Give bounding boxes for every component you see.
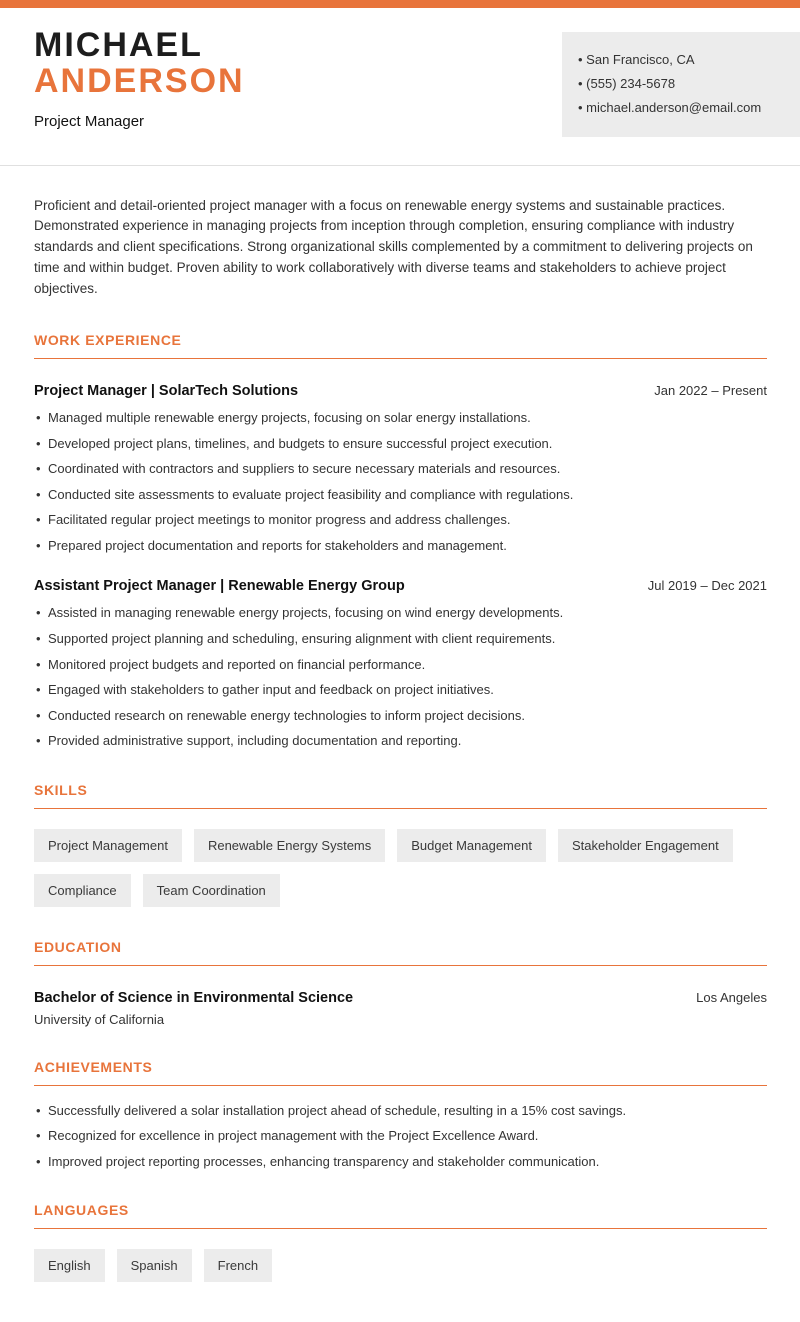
job-bullet: • Managed multiple renewable energy projects, focusing on solar energy installations. — [34, 409, 767, 427]
work-experience-heading: WORK EXPERIENCE — [34, 332, 767, 359]
job-bullet: • Facilitated regular project meetings to monitor progress and address challenges. — [34, 511, 767, 529]
job-bullet: • Developed project plans, timelines, and budgets to ensure successful project execution. — [34, 435, 767, 453]
section-education — [34, 939, 767, 1027]
job-bullet: • Supported project planning and scheduling, ensuring alignment with client requirements. — [34, 630, 767, 648]
education-school: University of California — [34, 1011, 165, 1027]
name-block — [34, 26, 245, 130]
education-degree: Bachelor of Science in Environmental Science — [34, 989, 354, 1006]
job-entry — [34, 578, 767, 749]
section-work-experience — [34, 332, 767, 750]
resume-content — [0, 196, 800, 1322]
job-header — [34, 578, 767, 594]
job-dates: Jul 2019 – Dec 2021 — [647, 578, 767, 594]
contact-location: • San Francisco, CA — [578, 51, 780, 70]
section-languages — [34, 1202, 767, 1282]
job-bullet: • Assisted in managing renewable energy projects, focusing on wind energy developments. — [34, 604, 767, 622]
language-tag: English — [34, 1249, 105, 1282]
job-bullet: • Conducted site assessments to evaluate project feasibility and compliance with regulations. — [34, 486, 767, 504]
last-name: ANDERSON — [34, 61, 245, 100]
job-bullet-list — [34, 409, 767, 554]
achievement-bullet: • Successfully delivered a solar installation project ahead of schedule, resulting in a 15% cost savings. — [34, 1102, 767, 1120]
accent-topbar — [0, 0, 800, 8]
language-tag: Spanish — [117, 1249, 192, 1282]
section-achievements — [34, 1059, 767, 1171]
achievement-bullet: • Improved project reporting processes, enhancing transparency and stakeholder communication. — [34, 1153, 767, 1171]
education-location: Los Angeles — [696, 989, 767, 1005]
skill-tag: Renewable Energy Systems — [194, 829, 385, 862]
job-dates: Jan 2022 – Present — [654, 383, 767, 399]
job-bullet: • Prepared project documentation and reports for stakeholders and management. — [34, 537, 767, 555]
skill-tag: Project Management — [34, 829, 182, 862]
role-title: Project Manager — [34, 113, 145, 131]
skill-tag: Stakeholder Engagement — [558, 829, 733, 862]
job-bullet: • Monitored project budgets and reported on financial performance. — [34, 656, 767, 674]
job-bullet: • Coordinated with contractors and suppliers to secure necessary materials and resources. — [34, 460, 767, 478]
job-bullet-list — [34, 604, 767, 749]
contact-email: • michael.anderson@email.com — [578, 99, 780, 118]
first-name: MICHAEL — [34, 26, 203, 64]
job-bullet: • Provided administrative support, including documentation and reporting. — [34, 732, 767, 750]
languages-heading: LANGUAGES — [34, 1202, 767, 1229]
skill-tag: Compliance — [34, 874, 131, 907]
resume-header — [0, 8, 800, 137]
languages-tag-list — [34, 1249, 767, 1282]
skills-tag-list — [34, 829, 767, 907]
achievements-heading: ACHIEVEMENTS — [34, 1059, 767, 1086]
skills-heading: SKILLS — [34, 782, 767, 809]
achievement-bullet: • Recognized for excellence in project management with the Project Excellence Award. — [34, 1127, 767, 1145]
contact-box — [562, 32, 800, 137]
education-entry-header — [34, 990, 767, 1006]
skill-tag: Team Coordination — [143, 874, 280, 907]
job-title: Assistant Project Manager | Renewable Energy Group — [34, 578, 405, 595]
job-bullet: • Conducted research on renewable energy technologies to inform project decisions. — [34, 707, 767, 725]
job-header — [34, 383, 767, 399]
skill-tag: Budget Management — [397, 829, 546, 862]
job-bullet: • Engaged with stakeholders to gather input and feedback on project initiatives. — [34, 681, 767, 699]
language-tag: French — [204, 1249, 272, 1282]
summary-paragraph: Proficient and detail-oriented project manager with a focus on renewable energy systems and sustainable practices. Demonstrated experience in managing projects from inception through completion, ensuring compliance with industry standards and client specifications. Strong organizational skills complemented by a commitment to delivering projects on time and within budget. Proven ability to work collaboratively with diverse teams and stakeholders to achieve project objectives. — [34, 197, 753, 297]
section-skills — [34, 782, 767, 907]
achievements-bullet-list — [34, 1102, 767, 1171]
job-title: Project Manager | SolarTech Solutions — [34, 383, 299, 400]
contact-phone: • (555) 234-5678 — [578, 75, 780, 94]
education-heading: EDUCATION — [34, 939, 767, 966]
job-entry — [34, 383, 767, 554]
header-divider — [0, 165, 800, 166]
